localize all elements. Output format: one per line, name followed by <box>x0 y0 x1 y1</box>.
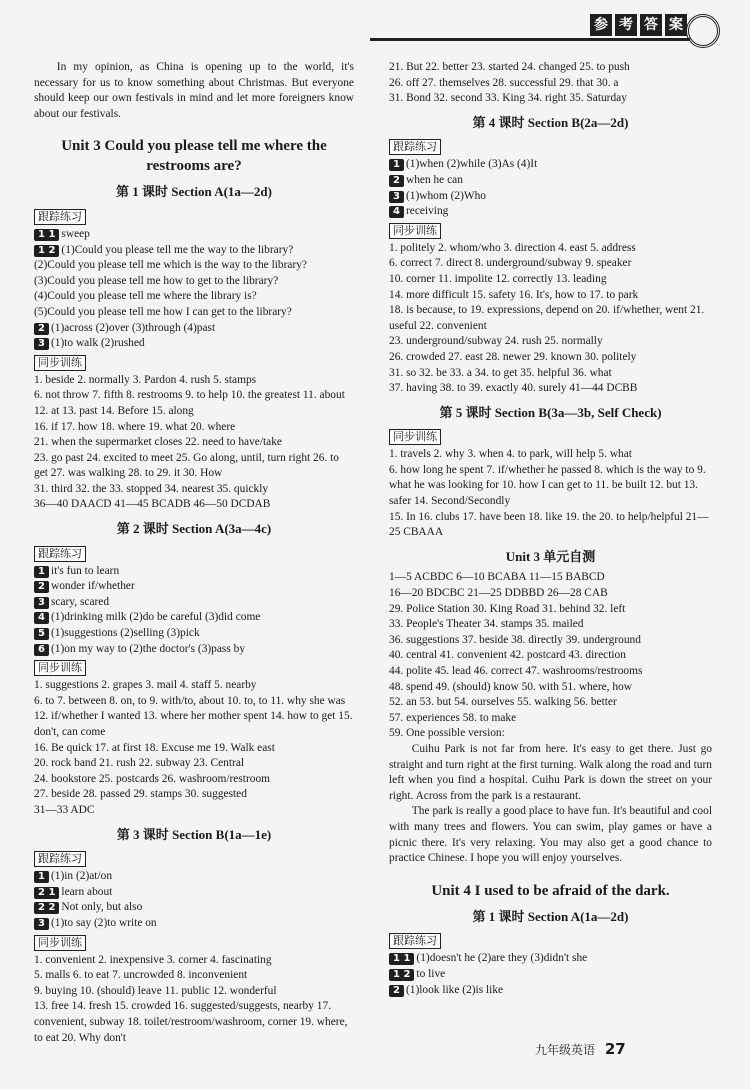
question-number: 1 2 <box>34 245 59 257</box>
track-item <box>34 274 354 290</box>
globe-icon <box>686 14 720 48</box>
answer-line: 10. corner 11. impolite 12. correctly 13. leading <box>389 272 607 285</box>
track-item <box>34 289 354 305</box>
question-number: 4 <box>389 206 404 218</box>
lesson-heading: 第 1 课时 Section A(1a—2d) <box>472 908 629 924</box>
track-tag: 跟踪练习 <box>34 209 86 225</box>
answer-text: (1)to say (2)to write on <box>50 916 157 929</box>
track-item <box>34 227 354 243</box>
answer-line: 36—40 DAACD 41—45 BCADB 46—50 DCDAB <box>34 498 271 511</box>
answer-line: 57. experiences 58. to make <box>389 711 517 724</box>
question-number: 3 <box>34 338 49 350</box>
track-list <box>389 157 712 219</box>
answer-line: 15. In 16. clubs 17. have been 18. like 19. the 20. to help/helpful 21—25 CBAAA <box>389 510 709 539</box>
question-number: 2 <box>389 175 404 187</box>
answer-text: (4)Could you please tell me where the library is? <box>34 290 257 303</box>
question-number: 1 <box>389 159 404 171</box>
track-item <box>34 626 354 642</box>
answer-line: 1—5 ACBDC 6—10 BCABA 11—15 BABCD <box>389 571 605 584</box>
answer-text: when he can <box>405 173 463 186</box>
track-item <box>389 189 712 205</box>
answer-line: 24. bookstore 25. postcards 26. washroom/restroom <box>34 772 271 785</box>
question-number: 2 1 <box>34 887 59 899</box>
answer-text: (1)look like (2)is like <box>405 983 504 996</box>
footer-grade: 九年级英语 <box>535 1043 596 1057</box>
sync-tag: 同步训练 <box>389 429 441 445</box>
track-item <box>34 258 354 274</box>
answer-line: 21. But 22. better 23. started 24. changed 25. to push <box>389 61 630 73</box>
track-item <box>34 885 354 901</box>
question-number: 2 <box>34 323 49 335</box>
badge-char: 参 <box>590 14 612 36</box>
track-item <box>389 157 712 173</box>
answer-text: (1)whom (2)Who <box>405 189 486 202</box>
answer-line: 33. People's Theater 34. stamps 35. mailed <box>389 618 584 631</box>
track-tag: 跟踪练习 <box>389 933 441 949</box>
track-item <box>389 983 712 999</box>
question-number: 1 1 <box>34 229 59 241</box>
answer-line: 26. crowded 27. east 28. newer 29. known 30. politely <box>389 350 637 363</box>
question-number: 2 <box>389 985 404 997</box>
answer-text: (1)in (2)at/on <box>50 870 113 883</box>
track-item <box>34 243 354 259</box>
badge-char: 答 <box>640 14 662 36</box>
track-list <box>389 951 712 998</box>
answer-text: (1)drinking milk (2)do be careful (3)did come <box>50 611 261 624</box>
answer-text: (1)Could you please tell me the way to the library? <box>61 243 294 256</box>
sync-tag: 同步训练 <box>34 660 86 676</box>
question-number: 5 <box>34 628 49 640</box>
answer-line: 52. an 53. but 54. ourselves 55. walking 56. better <box>389 696 617 709</box>
answer-line: 1. suggestions 2. grapes 3. mail 4. staff 5. nearby <box>34 679 257 692</box>
track-list <box>34 869 354 931</box>
answer-line: 31—33 ADC <box>34 803 95 816</box>
answer-text: (1)suggestions (2)selling (3)pick <box>50 627 200 640</box>
track-item <box>389 967 712 983</box>
answer-line: 18. is because, to 19. expressions, depend on 20. if/whether, went 21. useful 22. convenient <box>389 304 705 332</box>
answer-text: it's fun to learn <box>50 564 120 577</box>
right-column <box>389 60 712 998</box>
answer-line: 1. travels 2. why 3. when 4. to park, will help 5. what <box>389 448 632 461</box>
answer-text: (5)Could you please tell me how I can get to the library? <box>34 305 292 318</box>
track-item <box>34 564 354 580</box>
answer-line: 16. if 17. how 18. where 19. what 20. where <box>34 420 236 433</box>
answer-text: learn about <box>61 885 113 898</box>
answer-line: 6. correct 7. direct 8. underground/subway 9. speaker <box>389 257 632 270</box>
answer-text: (1)across (2)over (3)through (4)past <box>50 321 216 334</box>
intro-paragraph: In my opinion, as China is opening up to the world, it's necessary for us to know something about Christmas. But everyone should keep our own festivals in mind and let more foreigners know about our festivals. <box>34 61 354 120</box>
track-item <box>34 336 354 352</box>
track-item <box>34 595 354 611</box>
left-column <box>34 60 354 1046</box>
track-item <box>34 321 354 337</box>
badge-char: 案 <box>665 14 687 36</box>
track-tag: 跟踪练习 <box>389 139 441 155</box>
lesson-heading: 第 3 课时 Section B(1a—1e) <box>116 826 272 842</box>
selftest-heading: Unit 3 单元自测 <box>505 548 596 564</box>
answer-line: 14. more difficult 15. safety 16. It's, how to 17. to park <box>389 288 639 301</box>
sync-list <box>389 447 712 541</box>
unit-title: Unit 4 I used to be afraid of the dark. <box>431 882 670 899</box>
page-footer <box>535 1040 626 1058</box>
answer-line: 13. free 14. fresh 15. crowded 16. suggested/suggests, nearby 17. convenient, subway 18. toilet/restroom/washroom, corner 19. where, to eat 20. Why don't <box>34 1000 348 1044</box>
question-number: 3 <box>34 597 49 609</box>
answer-line: 23. go past 24. excited to meet 25. Go along, until, turn right 26. to get 27. was walking 28. to 29. it 30. How <box>34 451 339 480</box>
track-list <box>34 564 354 658</box>
track-item <box>389 204 712 220</box>
answer-line: 31. Bond 32. second 33. King 34. right 35. Saturday <box>389 92 627 105</box>
answer-line: 44. polite 45. lead 46. correct 47. washrooms/restrooms <box>389 665 643 677</box>
question-number: 1 1 <box>389 953 414 965</box>
answer-line: 59. One possible version: <box>389 727 505 740</box>
sync-tag: 同步训练 <box>34 355 86 371</box>
answer-line: 1. convenient 2. inexpensive 3. corner 4. fascinating <box>34 953 272 966</box>
answer-line: 26. off 27. themselves 28. successful 29. that 30. a <box>389 76 619 89</box>
header-rule <box>370 38 690 41</box>
answer-line: 16. Be quick 17. at first 18. Excuse me 19. Walk east <box>34 741 275 754</box>
answer-line: 1. beside 2. normally 3. Pardon 4. rush 5. stamps <box>34 373 257 386</box>
answer-text: (1)on my way to (2)the doctor's (3)pass by <box>50 642 246 655</box>
question-number: 1 2 <box>389 969 414 981</box>
track-item <box>34 610 354 626</box>
lesson-heading: 第 1 课时 Section A(1a—2d) <box>115 184 272 200</box>
track-item <box>34 869 354 885</box>
question-number: 2 2 <box>34 902 59 914</box>
answer-line: 5. malls 6. to eat 7. uncrowded 8. inconvenient <box>34 969 248 982</box>
question-number: 2 <box>34 581 49 593</box>
answer-text: to live <box>416 967 446 980</box>
essay-paragraph: Cuihu Park is not far from here. It's easy to get there. Just go straight and turn right at the first turning. Walk along the road and turn left when you find a hospital. Cuihu Park is down the street on your right. Across from the park is a restaurant. <box>389 742 712 802</box>
question-number: 3 <box>389 191 404 203</box>
track-item <box>389 173 712 189</box>
sync-list <box>34 373 354 513</box>
answer-line: 21. when the supermarket closes 22. need to have/take <box>34 436 282 449</box>
sync-tag: 同步训练 <box>389 223 441 239</box>
continued-answers <box>389 60 712 107</box>
track-item <box>389 951 712 967</box>
answer-line: 36. suggestions 37. beside 38. directly 39. underground <box>389 633 641 646</box>
answer-text: (3)Could you please tell me how to get to the library? <box>34 274 279 287</box>
answer-line: 27. beside 28. passed 29. stamps 30. suggested <box>34 788 247 801</box>
lesson-heading: 第 5 课时 Section B(3a—3b, Self Check) <box>439 404 662 420</box>
answer-text: (1)when (2)while (3)As (4)It <box>405 158 538 171</box>
question-number: 3 <box>34 918 49 930</box>
answer-badge <box>590 14 687 38</box>
answer-line: 31. third 32. the 33. stopped 34. nearest 35. quickly <box>34 482 269 495</box>
sync-list <box>34 953 354 1047</box>
answer-line: 20. rock band 21. rush 22. subway 23. Central <box>34 757 245 770</box>
track-item <box>34 900 354 916</box>
track-item <box>34 916 354 932</box>
answer-line: 40. central 41. convenient 42. postcard 43. direction <box>389 649 626 662</box>
badge-char: 考 <box>615 14 637 36</box>
question-number: 1 <box>34 871 49 883</box>
answer-text: scary, scared <box>50 595 110 608</box>
track-list <box>34 227 354 352</box>
answer-line: 9. buying 10. (should) leave 11. public 12. wonderful <box>34 984 277 997</box>
track-tag: 跟踪练习 <box>34 546 86 562</box>
answer-text: (1)doesn't he (2)are they (3)didn't she <box>416 952 588 965</box>
track-item <box>34 579 354 595</box>
page-number: 27 <box>604 1040 626 1058</box>
track-tag: 跟踪练习 <box>34 851 86 867</box>
sync-tag: 同步训练 <box>34 935 86 951</box>
question-number: 4 <box>34 612 49 624</box>
sync-list <box>389 241 712 397</box>
answer-line: 6. not throw 7. fifth 8. restrooms 9. to help 10. the greatest 11. about 12. at 13. past 14. Before 15. along <box>34 389 345 417</box>
answer-line: 31. so 32. be 33. a 34. to get 35. helpful 36. what <box>389 366 612 379</box>
answer-text: sweep <box>61 227 90 240</box>
track-item <box>34 642 354 658</box>
answer-text: Not only, but also <box>61 901 143 914</box>
answer-line: 23. underground/subway 24. rush 25. normally <box>389 335 603 348</box>
question-number: 1 <box>34 566 49 578</box>
essay-paragraph: The park is really a good place to have fun. It's beautiful and cool with many trees and flowers. You can swim, play games or have a picnic there. It's very relaxing. You may also get a good chance to practice Chinese. I hope you will enjoy yourselves. <box>389 805 712 865</box>
track-item <box>34 305 354 321</box>
answer-text: receiving <box>405 205 449 218</box>
answer-text: (2)Could you please tell me which is the way to the library? <box>34 259 307 272</box>
lesson-heading: 第 2 课时 Section A(3a—4c) <box>116 521 272 537</box>
answer-line: 16—20 BDCBC 21—25 DDBBD 26—28 CAB <box>389 587 608 600</box>
question-number: 6 <box>34 644 49 656</box>
unit-title: Unit 3 Could you please tell me where the restrooms are? <box>61 138 327 175</box>
answer-text: wonder if/whether <box>50 580 135 593</box>
answer-text: (1)to walk (2)rushed <box>50 337 145 350</box>
lesson-heading: 第 4 课时 Section B(2a—2d) <box>472 114 629 130</box>
answer-line: 6. to 7. between 8. on, to 9. with/to, about 10. to, to 11. why she was 12. if/whether I wanted 13. where her mother spent 14. how to get 15. don't, can come <box>34 694 353 738</box>
answer-line: 37. having 38. to 39. exactly 40. surely 41—44 DCBB <box>389 382 638 395</box>
answer-line: 29. Police Station 30. King Road 31. behind 32. left <box>389 602 626 615</box>
answer-line: 48. spend 49. (should) know 50. with 51. where, how <box>389 680 632 693</box>
selftest-list <box>389 570 712 742</box>
answer-line: 1. politely 2. whom/who 3. direction 4. east 5. address <box>389 241 636 254</box>
sync-list <box>34 678 354 818</box>
answer-line: 6. how long he spent 7. if/whether he passed 8. which is the way to 9. what he was looking for 10. how I can get to 11. be built 12. but 13. safer 14. Second/Secondly <box>389 463 706 508</box>
